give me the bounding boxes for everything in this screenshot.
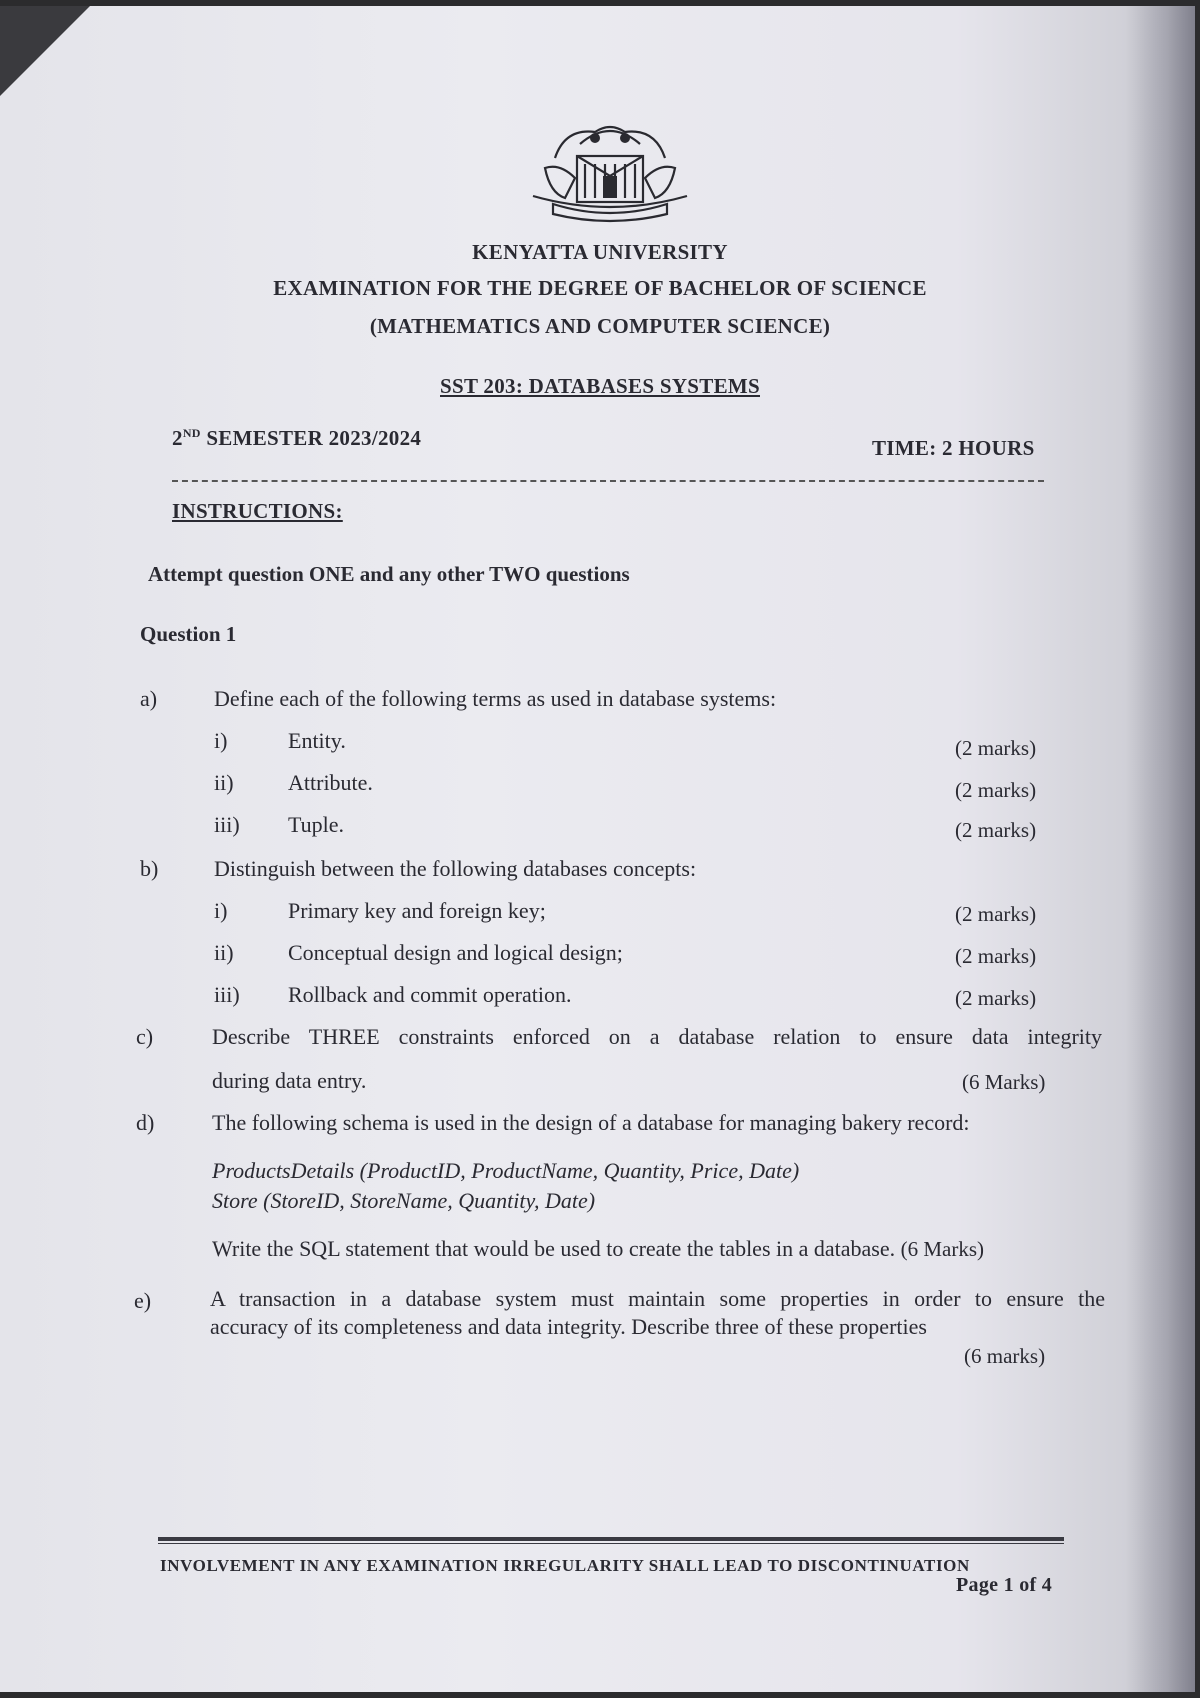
part-e-text-line2: accuracy of its completeness and data integrity. Describe three of these properties (210, 1314, 927, 1339)
semester-text: SEMESTER 2023/2024 (206, 426, 422, 450)
schema-line: Store (StoreID, StoreName, Quantity, Date) (212, 1188, 596, 1213)
semester-label (172, 426, 421, 451)
university-crest-icon (525, 118, 695, 226)
footer-rule-thin (158, 1543, 1064, 1544)
course-title: SST 203: DATABASES SYSTEMS (440, 374, 760, 398)
marks-label: (6 Marks) (962, 1070, 1046, 1094)
part-d-instruction-text: Write the SQL statement that would be used to create the tables in a database. (212, 1236, 896, 1261)
part-e-text-line1: A transaction in a database system must maintain some properties in order to ensure the (210, 1286, 1105, 1311)
marks-label: (6 marks) (964, 1344, 1046, 1368)
marks-label: (6 Marks) (900, 1237, 985, 1261)
part-a-sub-label: iii) (214, 812, 240, 837)
part-a-sub-label: i) (214, 728, 228, 753)
marks-label: (2 marks) (955, 944, 1037, 968)
footer-warning: INVOLVEMENT IN ANY EXAMINATION IRREGULARITY SHALL LEAD TO DISCONTINUATION (160, 1556, 970, 1575)
programme-name: (MATHEMATICS AND COMPUTER SCIENCE) (369, 314, 831, 338)
part-b-sub-label: iii) (214, 982, 240, 1007)
marks-label: (2 marks) (955, 986, 1037, 1010)
part-d-instruction (212, 1236, 984, 1262)
time-label: TIME: 2 HOURS (872, 436, 1035, 460)
exam-page (0, 6, 1195, 1692)
header-divider (172, 480, 1044, 482)
part-b-text: Distinguish between the following databases concepts: (214, 856, 697, 881)
part-b-sub-text: Conceptual design and logical design; (288, 940, 623, 965)
part-a-sub-text: Entity. (288, 728, 346, 753)
instructions-heading: INSTRUCTIONS: (172, 499, 343, 523)
part-b-label: b) (140, 856, 159, 881)
exam-title: EXAMINATION FOR THE DEGREE OF BACHELOR OF SCIENCE (273, 276, 927, 300)
part-e-label: e) (134, 1288, 152, 1313)
university-name: KENYATTA UNIVERSITY (472, 240, 728, 264)
marks-label: (2 marks) (955, 778, 1037, 802)
instructions-text: Attempt question ONE and any other TWO questions (148, 562, 630, 586)
page-number: Page 1 of 4 (956, 1574, 1053, 1596)
part-a-label: a) (140, 686, 158, 711)
footer-rule (158, 1537, 1064, 1541)
part-c-text-line1: Describe THREE constraints enforced on a database relation to ensure data integrity (212, 1024, 1102, 1049)
semester-suffix: ND (182, 426, 201, 440)
part-d-label: d) (136, 1110, 155, 1135)
part-b-sub-text: Rollback and commit operation. (288, 982, 572, 1007)
part-b-sub-label: i) (214, 898, 228, 923)
marks-label: (2 marks) (955, 902, 1037, 926)
folded-corner (0, 6, 90, 96)
part-c-label: c) (136, 1024, 154, 1049)
part-c-text-line2: during data entry. (212, 1068, 367, 1093)
part-a-sub-text: Attribute. (288, 770, 373, 795)
part-a-text: Define each of the following terms as used in database systems: (214, 686, 777, 711)
semester-number: 2 (172, 426, 183, 450)
part-b-sub-text: Primary key and foreign key; (288, 898, 546, 923)
part-a-sub-text: Tuple. (288, 812, 345, 837)
part-a-sub-label: ii) (214, 770, 234, 795)
marks-label: (2 marks) (955, 736, 1037, 760)
part-b-sub-label: ii) (214, 940, 234, 965)
part-d-text: The following schema is used in the design of a database for managing bakery record: (212, 1110, 970, 1135)
schema-line: ProductsDetails (ProductID, ProductName, Quantity, Price, Date) (212, 1158, 800, 1183)
marks-label: (2 marks) (955, 818, 1037, 842)
question-heading: Question 1 (140, 622, 237, 646)
